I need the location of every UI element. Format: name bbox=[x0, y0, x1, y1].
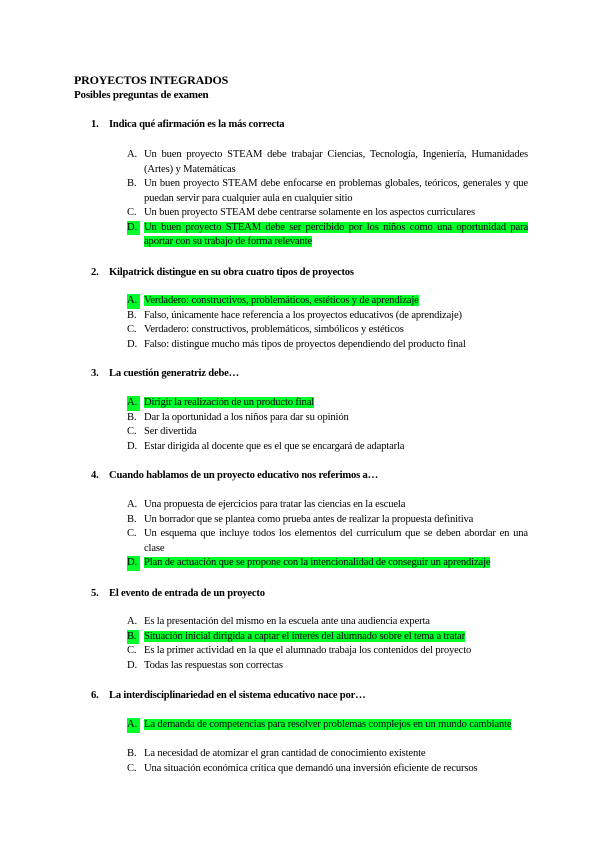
question-text: Indica qué afirmación es la más correcta bbox=[109, 119, 285, 130]
option-letter: B. bbox=[127, 513, 137, 525]
option-item-correct bbox=[0, 294, 600, 309]
option-letter: D. bbox=[127, 659, 137, 671]
option-letter: B. bbox=[127, 178, 137, 189]
option-text: Un buen proyecto STEAM debe trabajar Ciencias, Tecnología, Ingeniería, Humanidades (Artes) y Matemáticas bbox=[144, 149, 528, 175]
option-text: Es la primer actividad en la que el alumnado trabaja los contenidos del proyecto bbox=[144, 645, 472, 656]
option-letter: B. bbox=[127, 748, 137, 759]
document-title: PROYECTOS INTEGRADOS bbox=[74, 73, 229, 87]
option-text-highlighted: Dirigir la realización de un producto final bbox=[144, 397, 315, 408]
option-item bbox=[0, 659, 600, 674]
option-letter: C. bbox=[127, 426, 137, 437]
option-letter: D. bbox=[127, 221, 140, 236]
option-letter: D. bbox=[127, 556, 140, 571]
option-text: Estar dirigida al docente que es el que se encargará de adaptarla bbox=[144, 440, 405, 452]
option-text: Una propuesta de ejercicios para tratar las ciencias en la escuela bbox=[144, 499, 406, 510]
option-letter: C. bbox=[127, 528, 137, 539]
option-text: Dar la oportunidad a los niños para dar su opinión bbox=[144, 411, 349, 423]
question-number: 2. bbox=[91, 267, 99, 278]
options-list bbox=[0, 615, 600, 673]
option-text: Un buen proyecto STEAM debe centrarse solamente en los aspectos curriculares bbox=[144, 207, 476, 218]
option-item bbox=[0, 338, 600, 353]
option-text: Verdadero: constructivos, problemáticos, simbólicos y estéticos bbox=[144, 324, 404, 335]
document-subtitle: Posibles preguntas de examen bbox=[74, 89, 209, 101]
option-item bbox=[0, 527, 600, 556]
option-item bbox=[0, 206, 600, 221]
question-number: 1. bbox=[91, 119, 99, 130]
option-text: Todas las respuestas son correctas bbox=[144, 659, 283, 671]
option-letter: A. bbox=[127, 149, 137, 160]
question-4 bbox=[0, 469, 600, 483]
option-item bbox=[0, 323, 600, 338]
question-number: 4. bbox=[91, 470, 99, 481]
option-item bbox=[0, 177, 600, 206]
option-text: La necesidad de atomizar el gran cantidad de conocimiento existente bbox=[144, 748, 426, 759]
question-6 bbox=[0, 689, 600, 703]
option-item bbox=[0, 309, 600, 324]
option-item bbox=[0, 747, 600, 762]
question-number: 3. bbox=[91, 368, 99, 379]
option-item bbox=[0, 498, 600, 513]
option-item bbox=[0, 148, 600, 177]
option-letter: A. bbox=[127, 396, 140, 411]
option-text: Ser divertida bbox=[144, 426, 197, 437]
option-letter: A. bbox=[127, 718, 140, 733]
option-text-highlighted: Verdadero: constructivos, problemáticos, estéticos y de aprendizaje bbox=[144, 295, 419, 306]
question-3 bbox=[0, 367, 600, 381]
option-text: Un esquema que incluye todos los elementos del currículum que se deben abordar en una clase bbox=[144, 528, 528, 554]
option-letter: B. bbox=[127, 630, 139, 645]
option-item bbox=[0, 762, 600, 777]
option-text: Falso: distingue mucho más tipos de proyectos dependiendo del producto final bbox=[144, 338, 466, 350]
option-letter: A. bbox=[127, 499, 137, 510]
options-list bbox=[0, 396, 600, 454]
option-letter: C. bbox=[127, 645, 137, 656]
option-text: Una situación económica crítica que demandó una inversión eficiente de recursos bbox=[144, 762, 478, 774]
options-list bbox=[0, 718, 600, 776]
question-text: La cuestión generatriz debe… bbox=[109, 368, 240, 379]
option-letter: C. bbox=[127, 324, 137, 335]
question-text: Cuando hablamos de un proyecto educativo nos referimos a… bbox=[109, 470, 378, 481]
question-text: Kilpatrick distingue en su obra cuatro tipos de proyectos bbox=[109, 267, 354, 278]
option-text: Un borrador que se plantea como prueba antes de realizar la propuesta definitiva bbox=[144, 513, 474, 525]
option-item bbox=[0, 615, 600, 630]
option-text-highlighted: Un buen proyecto STEAM debe ser percibido por los niños como una oportunidad para aportar con su trabajo de forma relevante bbox=[144, 221, 528, 247]
options-list bbox=[0, 498, 600, 571]
option-item bbox=[0, 644, 600, 659]
option-text: Falso, únicamente hace referencia a los proyectos educativos (de aprendizaje) bbox=[144, 309, 462, 321]
option-letter: B. bbox=[127, 309, 137, 321]
option-letter: B. bbox=[127, 411, 137, 423]
option-text: Un buen proyecto STEAM debe enfocarse en problemas globales, teóricos, generales y que puedan servir para cualquier aula en cualquier sitio bbox=[144, 178, 528, 204]
question-text: La interdisciplinariedad en el sistema educativo nace por… bbox=[109, 690, 366, 701]
option-text-highlighted: Plan de actuación que se propone con la intencionalidad de conseguir un aprendizaje bbox=[144, 557, 491, 568]
question-2 bbox=[0, 266, 600, 280]
question-number: 6. bbox=[91, 690, 99, 701]
option-item bbox=[0, 440, 600, 455]
question-1 bbox=[0, 118, 600, 132]
option-item-correct bbox=[0, 630, 600, 645]
option-letter: C. bbox=[127, 207, 137, 218]
option-item-correct bbox=[0, 556, 600, 571]
option-letter: C. bbox=[127, 762, 137, 774]
question-text: El evento de entrada de un proyecto bbox=[109, 588, 265, 599]
option-item bbox=[0, 425, 600, 440]
question-number: 5. bbox=[91, 588, 99, 599]
option-item-correct bbox=[0, 396, 600, 411]
option-item bbox=[0, 513, 600, 528]
options-list bbox=[0, 148, 600, 250]
option-text: Es la presentación del mismo en la escuela ante una audiencia experta bbox=[144, 616, 430, 627]
option-letter: A. bbox=[127, 294, 140, 309]
option-item-correct bbox=[0, 221, 600, 250]
options-list bbox=[0, 294, 600, 352]
question-5 bbox=[0, 587, 600, 601]
option-letter: D. bbox=[127, 440, 137, 452]
option-item bbox=[0, 411, 600, 426]
option-letter: A. bbox=[127, 616, 137, 627]
option-letter: D. bbox=[127, 338, 137, 350]
option-item-correct bbox=[0, 718, 600, 747]
option-text-highlighted: La demanda de competencias para resolver problemas complejos en un mundo cambiante bbox=[144, 719, 512, 730]
option-text-highlighted: Situación inicial dirigida a captar el interés del alumnado sobre el tema a tratar bbox=[144, 630, 465, 642]
